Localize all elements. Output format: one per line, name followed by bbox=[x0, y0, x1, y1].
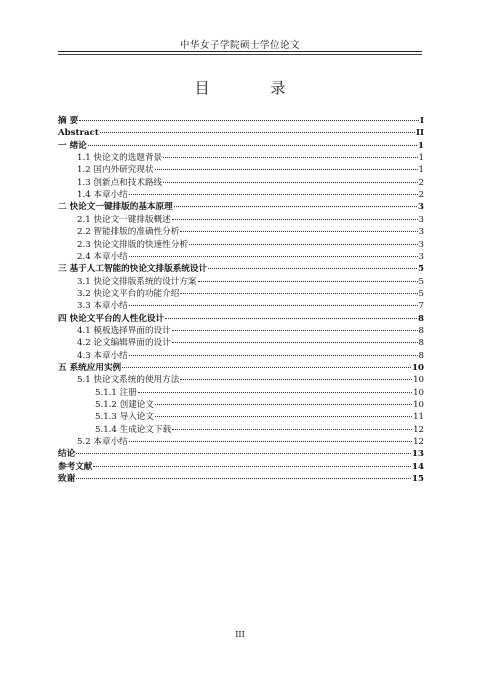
toc-entry[interactable] bbox=[58, 326, 424, 337]
toc-entry-page: 11 bbox=[413, 412, 424, 423]
toc-entry-title: 3.2 快论文平台的功能介绍 bbox=[77, 288, 180, 299]
toc-entry-title: Abstract bbox=[58, 128, 99, 139]
toc-dot-leader bbox=[155, 398, 412, 405]
toc-entry[interactable] bbox=[58, 437, 424, 448]
toc-entry-title: 2.3 快论文排版的快速性分析 bbox=[77, 239, 188, 250]
toc-entry-title: 5.1.1 注册 bbox=[95, 387, 137, 398]
toc-entry-page: 3 bbox=[418, 202, 424, 213]
toc-dot-leader bbox=[93, 460, 411, 467]
toc-entry[interactable] bbox=[58, 264, 424, 275]
toc-dot-leader bbox=[180, 373, 412, 380]
toc-entry-page: I bbox=[419, 116, 424, 126]
toc-entry-title: 4.3 本章小结 bbox=[77, 350, 128, 361]
toc-entry[interactable] bbox=[58, 425, 424, 436]
toc-entry[interactable] bbox=[58, 153, 424, 164]
toc-dot-leader bbox=[180, 225, 417, 232]
toc-dot-leader bbox=[76, 447, 411, 454]
toc-entry-page: 1 bbox=[418, 140, 424, 151]
toc-entry[interactable] bbox=[58, 128, 424, 139]
toc-entry-page: 1 bbox=[418, 153, 424, 164]
toc-entry-page: 2 bbox=[418, 190, 424, 201]
toc-entry[interactable] bbox=[58, 474, 424, 485]
toc-entry[interactable] bbox=[58, 462, 424, 473]
toc-dot-leader bbox=[172, 213, 418, 220]
toc-entry-title: 四 快论文平台的人性化设计 bbox=[58, 313, 165, 324]
toc-entry-title: 结论 bbox=[58, 449, 76, 460]
toc-entry[interactable] bbox=[58, 252, 424, 263]
toc-entry-title: 二 快论文一键排版的基本原理 bbox=[58, 202, 173, 213]
toc-entry[interactable] bbox=[58, 314, 424, 325]
toc-entry-title: 3.3 本章小结 bbox=[77, 301, 128, 312]
toc-entry-page: 8 bbox=[418, 325, 424, 336]
toc-entry-title: 2.2 智能排版的准确性分析 bbox=[77, 227, 180, 238]
toc-entry[interactable] bbox=[58, 178, 424, 189]
toc-entry[interactable] bbox=[58, 412, 424, 423]
toc-entry-title: 5.1.2 创建论文 bbox=[95, 400, 154, 411]
toc-entry-page: 8 bbox=[418, 313, 424, 324]
toc-entry[interactable] bbox=[58, 165, 424, 176]
toc-entry-page: 12 bbox=[413, 437, 424, 448]
toc-entry[interactable] bbox=[58, 351, 424, 362]
toc-entry-page: 10 bbox=[413, 387, 424, 398]
toc-entry-page: 5 bbox=[418, 276, 424, 287]
toc-entry[interactable] bbox=[58, 240, 424, 251]
toc-title: 目 录 bbox=[194, 79, 314, 97]
toc-entry-page: 2 bbox=[418, 177, 424, 188]
toc-entry-page: 10 bbox=[413, 375, 424, 386]
toc-entry[interactable] bbox=[58, 338, 424, 349]
toc-entry[interactable] bbox=[58, 375, 424, 386]
toc-entry-title: 5.1.4 生成论文下载 bbox=[95, 424, 172, 435]
toc-dot-leader bbox=[76, 472, 411, 479]
toc-dot-leader bbox=[129, 188, 418, 195]
toc-entry-page: 3 bbox=[418, 214, 424, 225]
toc-entry[interactable] bbox=[58, 363, 424, 374]
toc-entry-page: 8 bbox=[418, 350, 424, 361]
toc-dot-leader bbox=[138, 386, 412, 393]
toc-entry-title: 3.1 快论文排版系统的设计方案 bbox=[77, 276, 197, 287]
toc-entry[interactable] bbox=[58, 141, 424, 152]
toc-entry[interactable] bbox=[58, 215, 424, 226]
toc-entry-title: 4.2 论文编辑界面的设计 bbox=[77, 338, 171, 349]
toc-dot-leader bbox=[88, 139, 417, 146]
toc-entry-title: 致谢 bbox=[58, 474, 76, 485]
toc-dot-leader bbox=[129, 299, 418, 306]
toc-entry-page: 13 bbox=[412, 449, 424, 460]
toc-entry[interactable] bbox=[58, 301, 424, 312]
toc-entry-page: 12 bbox=[413, 424, 424, 435]
toc-dot-leader bbox=[129, 250, 418, 257]
toc-entry-page: II bbox=[415, 128, 424, 139]
toc-entry-page: 15 bbox=[412, 474, 424, 485]
toc-entry-title: 参考文献 bbox=[58, 461, 93, 472]
running-header: 中华女子学院硕士学位论文 bbox=[179, 40, 300, 51]
toc-entry-page: 3 bbox=[418, 251, 424, 262]
toc-entry[interactable] bbox=[58, 400, 424, 411]
toc-entry-page: 5 bbox=[418, 288, 424, 299]
toc-entry-page: 5 bbox=[418, 264, 424, 275]
toc-entry-title: 五 系统应用实例 bbox=[58, 363, 122, 373]
page-number: III bbox=[235, 630, 245, 639]
toc-entry-page: 7 bbox=[418, 301, 424, 312]
toc-entry-page: 8 bbox=[418, 338, 424, 349]
toc-dot-leader bbox=[189, 238, 418, 245]
toc-entry-title: 4.1 模板选择界面的设计 bbox=[77, 325, 171, 336]
toc-entry[interactable] bbox=[58, 449, 424, 460]
toc-entry-title: 2.4 本章小结 bbox=[77, 251, 128, 262]
toc-entry-title: 1.1 快论文的选题背景 bbox=[77, 153, 163, 164]
toc-entry-title: 5.1.3 导入论文 bbox=[95, 412, 154, 423]
toc-dot-leader bbox=[174, 200, 417, 207]
toc-dot-leader bbox=[122, 361, 411, 368]
toc-dot-leader bbox=[129, 435, 412, 442]
toc-entry-title: 三 基于人工智能的快论文排版系统设计 bbox=[58, 264, 208, 275]
toc-entry-title: 2.1 快论文一键排版概述 bbox=[77, 214, 171, 225]
toc-dot-leader bbox=[180, 287, 417, 294]
toc-entry[interactable] bbox=[58, 202, 424, 213]
toc-entry-title: 一 绪论 bbox=[58, 140, 87, 151]
toc-dot-leader bbox=[129, 349, 418, 356]
toc-entry[interactable] bbox=[58, 277, 424, 288]
toc-entry-page: 10 bbox=[412, 363, 424, 373]
toc-dot-leader bbox=[172, 324, 418, 331]
toc-dot-leader bbox=[163, 176, 417, 183]
toc-entry[interactable] bbox=[58, 190, 424, 201]
toc-dot-leader bbox=[165, 312, 417, 319]
toc-entry-title: 5.2 本章小结 bbox=[77, 437, 128, 448]
toc-entry-title: 1.4 本章小结 bbox=[77, 190, 128, 201]
toc-entry-page: 3 bbox=[418, 239, 424, 250]
toc-dot-leader bbox=[79, 114, 419, 121]
toc-dot-leader bbox=[172, 336, 418, 343]
header-rule bbox=[58, 51, 422, 52]
toc-entry-page: 1 bbox=[418, 165, 424, 176]
toc-entry[interactable] bbox=[58, 116, 424, 127]
toc-entry[interactable] bbox=[58, 289, 424, 300]
toc-entry-title: 1.3 创新点和技术路线 bbox=[77, 177, 163, 188]
toc-dot-leader bbox=[155, 163, 418, 170]
toc-entry-page: 3 bbox=[418, 227, 424, 238]
toc-dot-leader bbox=[198, 275, 418, 282]
toc-entry[interactable] bbox=[58, 227, 424, 238]
toc-dot-leader bbox=[155, 410, 412, 417]
toc-entry-title: 摘 要 bbox=[58, 116, 79, 126]
toc-entry[interactable] bbox=[58, 388, 424, 399]
toc-dot-leader bbox=[163, 151, 417, 158]
toc-dot-leader bbox=[100, 126, 415, 133]
toc-dot-leader bbox=[208, 262, 417, 269]
toc-entry-title: 5.1 快论文系统的使用方法 bbox=[77, 375, 180, 386]
toc-entry-title: 1.2 国内外研究现状 bbox=[77, 165, 154, 176]
header-rule-thin bbox=[58, 54, 422, 55]
toc-dot-leader bbox=[172, 423, 412, 430]
toc-entry-page: 14 bbox=[412, 461, 424, 472]
toc-entry-page: 10 bbox=[413, 400, 424, 411]
